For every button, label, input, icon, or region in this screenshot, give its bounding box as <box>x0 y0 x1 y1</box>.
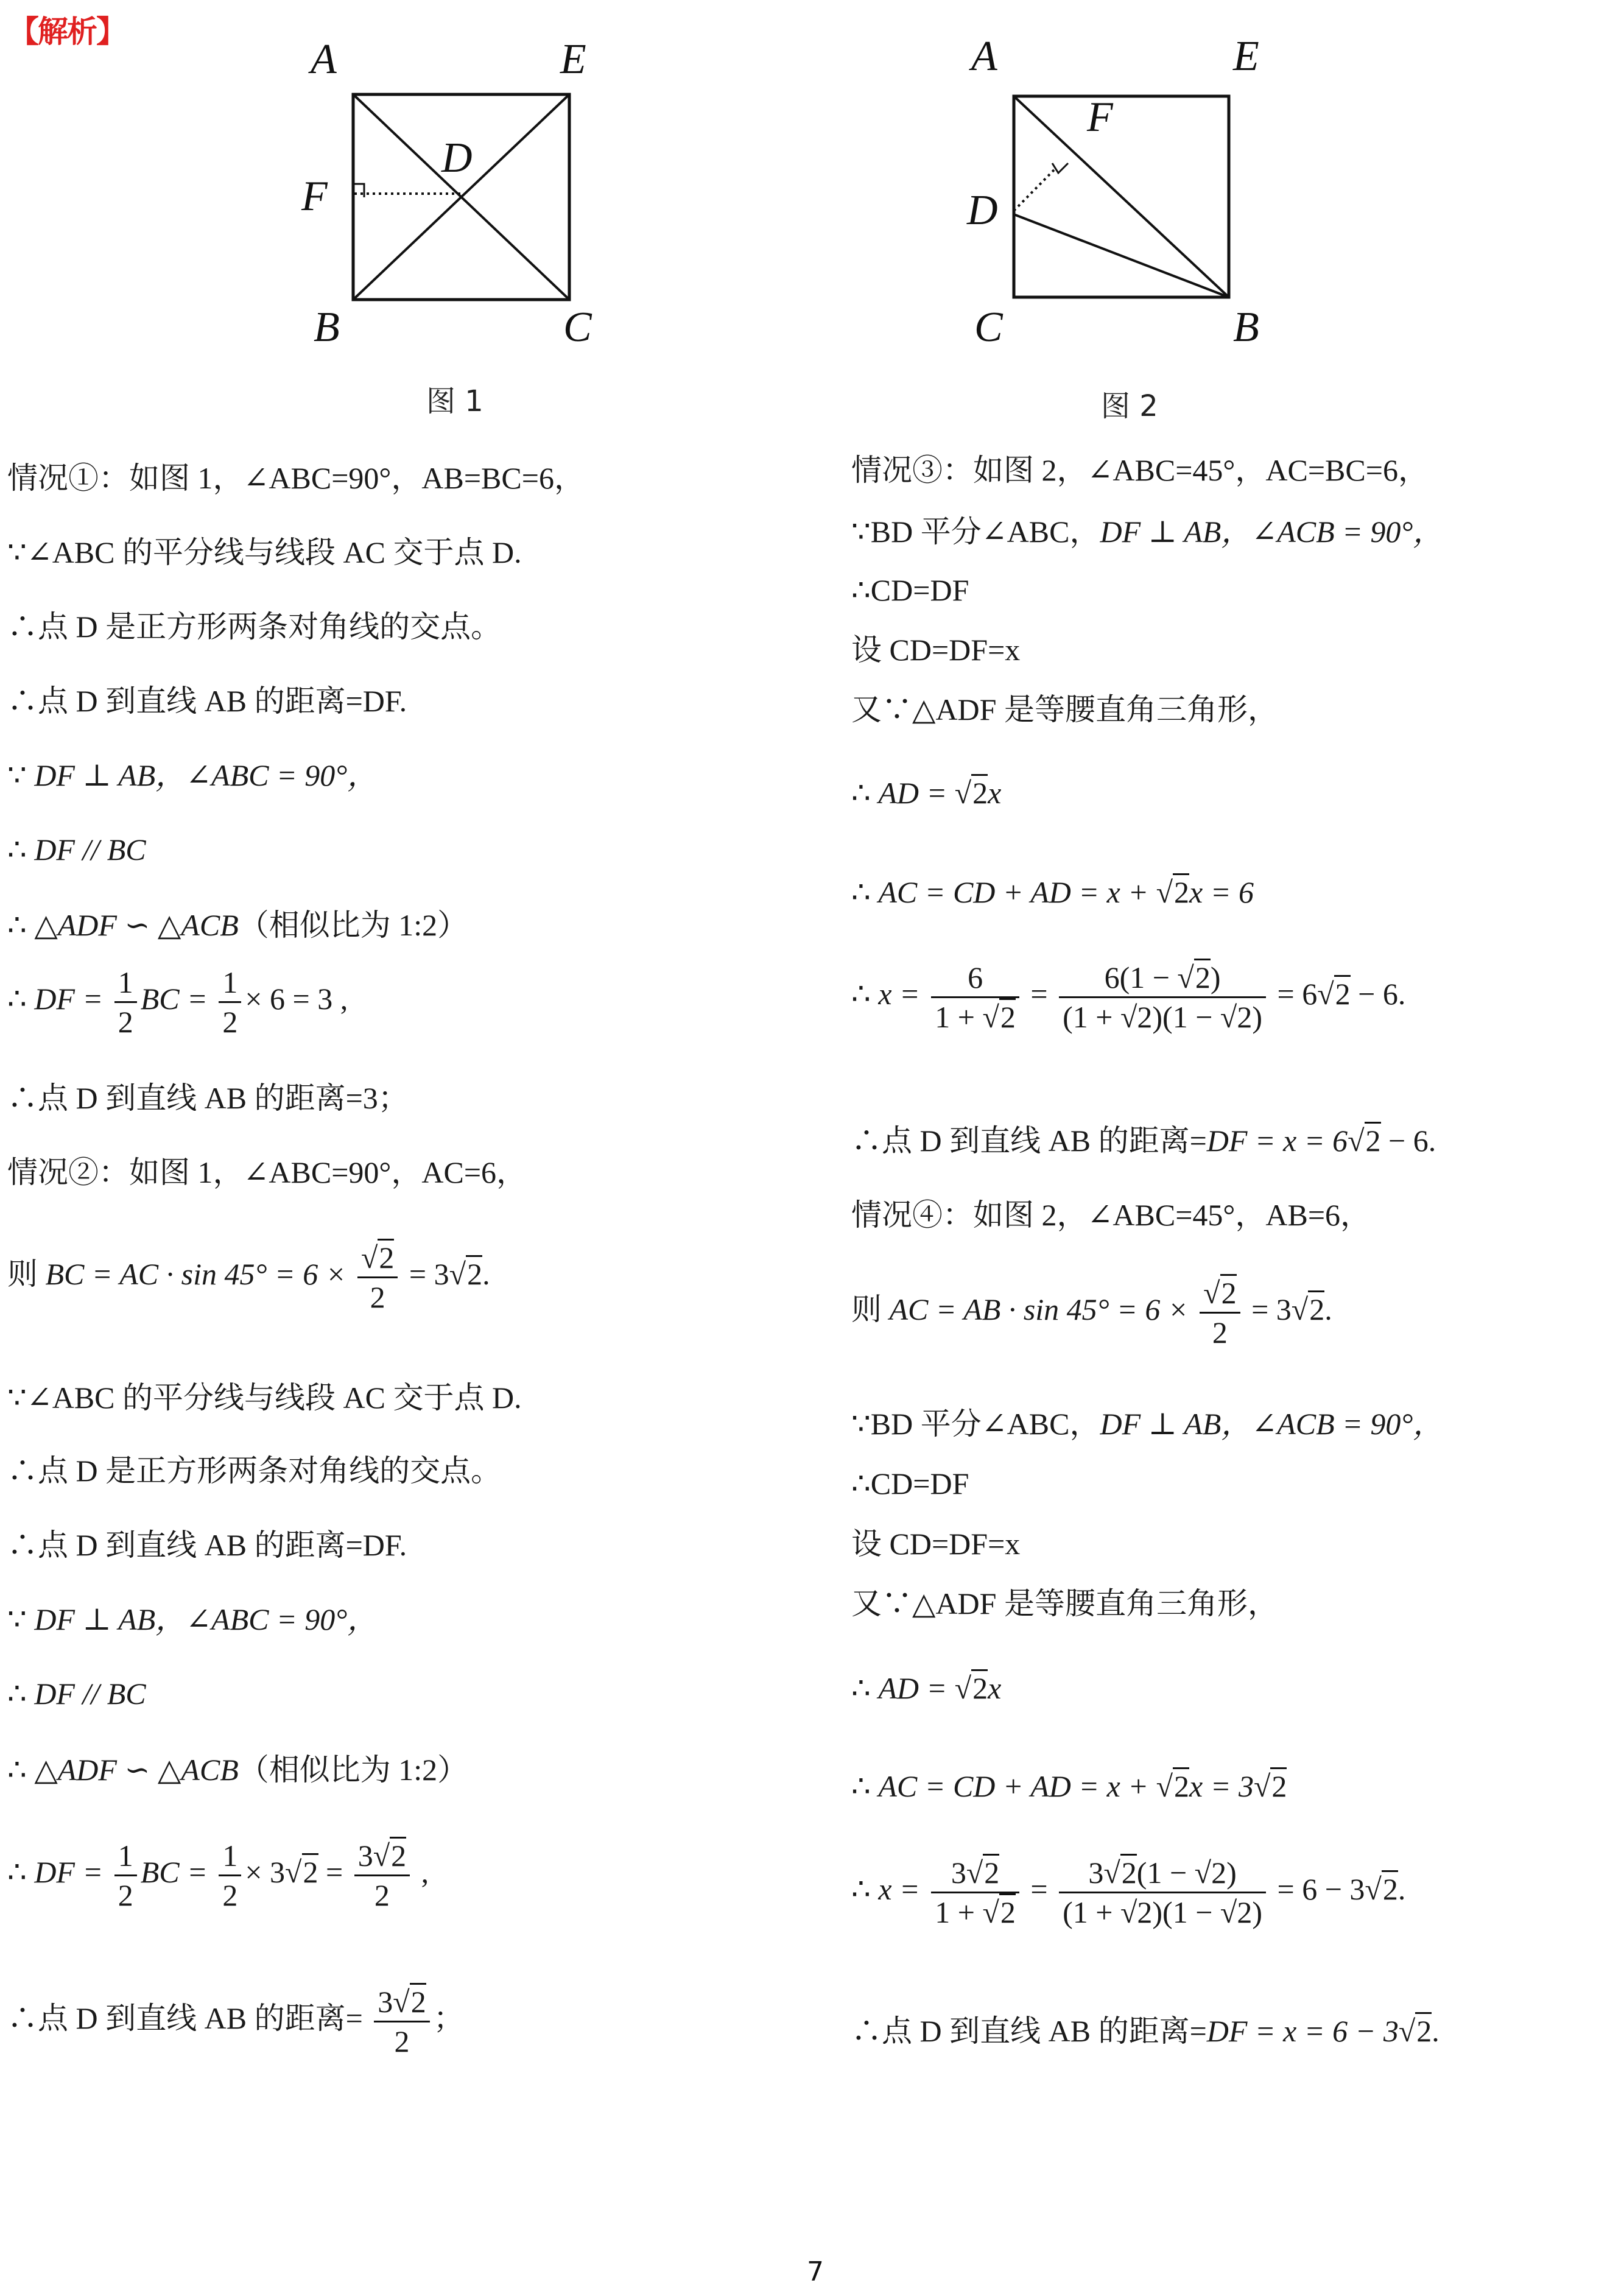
figure-1-diagram <box>292 37 609 353</box>
fig1-label-D: D <box>441 135 473 181</box>
case2-line6: ∵ DF ⊥ AB，∠ABC = 90°， <box>7 1602 378 1636</box>
case4-conclusion: ∴点 D 到直线 AB 的距离=DF = x = 6 − 3√2. <box>851 2016 1439 2046</box>
fig1-label-A: A <box>311 36 337 83</box>
case1-line7: ∴ △ADF ∽ △ACB（相似比为 1:2） <box>7 908 468 942</box>
fig2-label-A: A <box>971 33 997 80</box>
case2-line9-equation: ∴ DF = $\frac{1}{2}$ BC = $\frac{1}{2}$ × 3√2 = $\frac{3√2}{2}$ , <box>7 1840 429 1910</box>
case2-line4: ∴点 D 是正方形两条对角线的交点。 <box>7 1454 502 1488</box>
fig1-label-F: F <box>301 173 328 220</box>
case2-conclusion: ∴点 D 到直线 AB 的距离= $\frac{3√2}{2}$ ； <box>7 1987 464 2057</box>
figure-2 <box>950 33 1279 356</box>
case2-line2-equation: 则 BC = AC · sin 45° = 6 × $\frac{√2}{2}$ = 3√2. <box>7 1242 490 1312</box>
page-number: 7 <box>807 2256 824 2287</box>
case2-line3: ∵∠ABC 的平分线与线段 AC 交于点 D. <box>7 1381 522 1415</box>
case3-line5: 又∵△ADF 是等腰直角三角形， <box>851 692 1278 727</box>
case4-line7: ∴ AD = √2x <box>851 1673 1001 1703</box>
case4-line6: 又∵△ADF 是等腰直角三角形， <box>851 1586 1278 1621</box>
case4-line3: ∵BD 平分∠ABC，DF ⊥ AB，∠ACB = 90°， <box>851 1407 1444 1441</box>
case3-conclusion: ∴点 D 到直线 AB 的距离=DF = x = 6√2 − 6. <box>851 1125 1436 1156</box>
case3-line2: ∵BD 平分∠ABC，DF ⊥ AB，∠ACB = 90°， <box>851 515 1444 549</box>
case1-line5: ∵ DF ⊥ AB，∠ABC = 90°， <box>7 758 378 792</box>
case2-heading: 情况②：如图 1，∠ABC=90°，AC=6， <box>7 1155 527 1189</box>
case4-line8: ∴ AC = CD + AD = x + √2x = 3√2 <box>851 1771 1287 1801</box>
fig2-label-E: E <box>1233 33 1259 80</box>
case3-heading: 情况③：如图 2，∠ABC=45°，AC=BC=6， <box>851 453 1429 487</box>
fig1-label-B: B <box>314 304 340 351</box>
figure-2-caption: 图 2 <box>1101 389 1158 423</box>
analysis-header: 【解析】 <box>9 14 125 49</box>
case3-line4: 设 CD=DF=x <box>851 633 1021 667</box>
case4-line2-equation: 则 AC = AB · sin 45° = 6 × $\frac{√2}{2}$ = 3√2. <box>851 1278 1332 1348</box>
case2-line8: ∴ △ADF ∽ △ACB（相似比为 1:2） <box>7 1753 468 1787</box>
case3-line7: ∴ AC = CD + AD = x + √2x = 6 <box>851 877 1254 907</box>
fig2-label-D: D <box>967 187 998 234</box>
figure-1-caption: 图 1 <box>426 384 483 418</box>
figure-1 <box>292 37 609 356</box>
fig2-label-C: C <box>974 304 1003 351</box>
case3-line6: ∴ AD = √2x <box>851 778 1001 808</box>
case1-line3: ∴点 D 是正方形两条对角线的交点。 <box>7 610 502 644</box>
case1-line2: ∵∠ABC 的平分线与线段 AC 交于点 D. <box>7 535 522 569</box>
case4-line4: ∴CD=DF <box>851 1466 969 1501</box>
fig2-label-F: F <box>1087 94 1113 141</box>
case4-line5: 设 CD=DF=x <box>851 1527 1021 1561</box>
fig1-label-C: C <box>563 304 592 351</box>
case4-heading: 情况④：如图 2，∠ABC=45°，AB=6， <box>851 1198 1371 1232</box>
fig2-label-B: B <box>1233 304 1259 351</box>
case1-heading: 情况①：如图 1，∠ABC=90°，AB=BC=6， <box>7 461 585 495</box>
case1-line6: ∴ DF // BC <box>7 832 146 867</box>
case2-line7: ∴ DF // BC <box>7 1677 146 1711</box>
case1-line8-equation: ∴ DF = $\frac{1}{2}$ BC = $\frac{1}{2}$ × 6 = 3 , <box>7 965 348 1039</box>
case1-conclusion: ∴点 D 到直线 AB 的距离=3； <box>7 1081 409 1115</box>
case2-line5: ∴点 D 到直线 AB 的距离=DF. <box>7 1528 407 1562</box>
case3-line8-equation: ∴ x = $\frac{6}{1 + √2}$ = $\frac{6(1 - √2)}{(1 + √2)(1 - √2)}$ = 6√2 − 6. <box>851 962 1405 1032</box>
case3-line3: ∴CD=DF <box>851 573 969 607</box>
case4-line9-equation: ∴ x = $\frac{3√2}{1 + √2}$ = $\frac{3√2(1 - √2)}{(1 + √2)(1 - √2)}$ = 6 − 3√2. <box>851 1857 1405 1927</box>
figure-2-diagram <box>950 33 1279 353</box>
case1-line4: ∴点 D 到直线 AB 的距离=DF. <box>7 684 407 718</box>
fig1-label-E: E <box>560 36 586 83</box>
